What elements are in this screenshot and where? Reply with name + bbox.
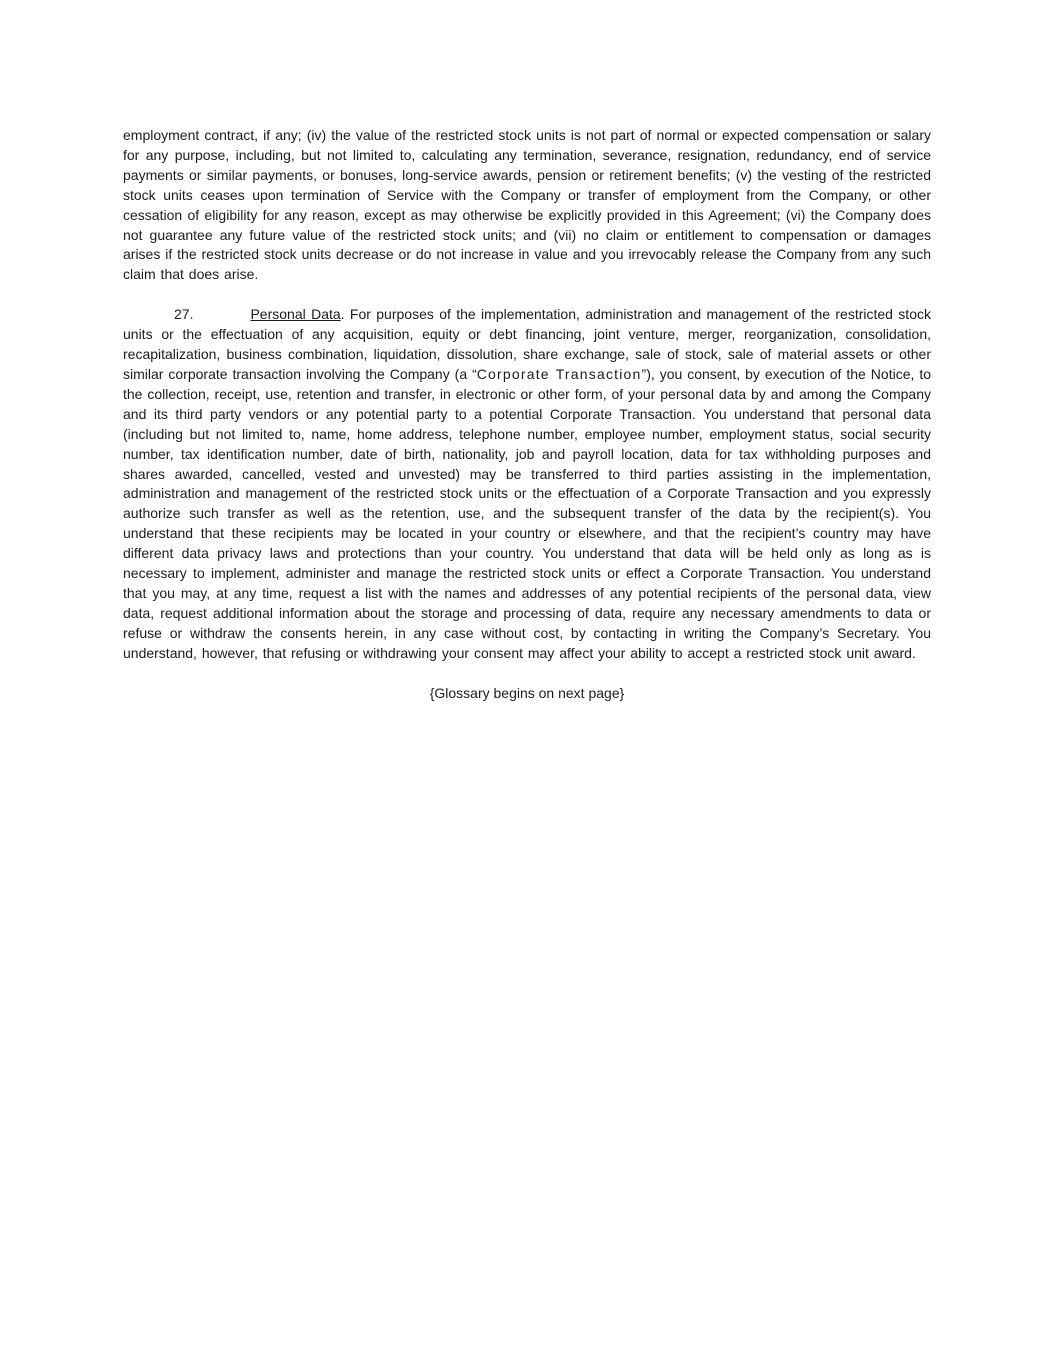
paragraph-27-personal-data [123,305,931,663]
paragraph-body-pre: . For purposes of the implementation, administration and management of the restricted stock units or the effectuation of any acquisition, equity or debt financing, joint venture, merger, reorganization, consolidation, recapitalization, business combination, liquidation, dissolution, share exchange, sale of stock, sale of material assets or other similar corporate transaction involving the Company (a “ [123,306,931,382]
document-content [123,126,931,703]
paragraph-body-post: ”), you consent, by execution of the Notice, to the collection, receipt, use, retention and transfer, in electronic or other form, of your personal data by and among the Company and its third party vendors or any potential party to a potential Corporate Transaction. You understand that personal data (including but not limited to, name, home address, telephone number, employee number, employment status, social security number, tax identification number, date of birth, nationality, job and payroll location, data for tax withholding purposes and shares awarded, cancelled, vested and unvested) may be transferred to third parties assisting in the implementation, administration and management of the restricted stock units or the effectuation of a Corporate Transaction and you expressly authorize such transfer as well as the retention, use, and the subsequent transfer of the data by the recipient(s). You understand that these recipients may be located in your country or elsewhere, and that the recipient’s country may have different data privacy laws and protections than your country. You understand that data will be held only as long as is necessary to implement, administer and manage the restricted stock units or effect a Corporate Transaction. You understand that you may, at any time, request a list with the names and addresses of any potential recipients of the personal data, view data, request additional information about the storage and processing of data, require any necessary amendments to data or refuse or withdraw the consents herein, in any case without cost, by contacting in writing the Company’s Secretary. You understand, however, that refusing or withdrawing your consent may affect your ability to accept a restricted stock unit award. [123,365,931,661]
paragraph-continuation: employment contract, if any; (iv) the value of the restricted stock units is not part of normal or expected compensation or salary for any purpose, including, but not limited to, calculating any termination, severance, resignation, redundancy, end of service payments or similar payments, or bonuses, long-service awards, pension or retirement benefits; (v) the vesting of the restricted stock units ceases upon termination of Service with the Company or transfer of employment from the Company, or other cessation of eligibility for any reason, except as may otherwise be explicitly provided in this Agreement; (vi) the Company does not guarantee any future value of the restricted stock units; and (vii) no claim or entitlement to compensation or damages arises if the restricted stock units decrease or do not increase in value and you irrevocably release the Company from any such claim that does arise. [123,127,931,283]
paragraph-number: 27. [174,306,194,323]
defined-term-corporate-transaction: Corporate Transaction [476,365,642,382]
paragraph-heading: Personal Data [250,306,341,323]
glossary-note: {Glossary begins on next page} [429,684,625,701]
